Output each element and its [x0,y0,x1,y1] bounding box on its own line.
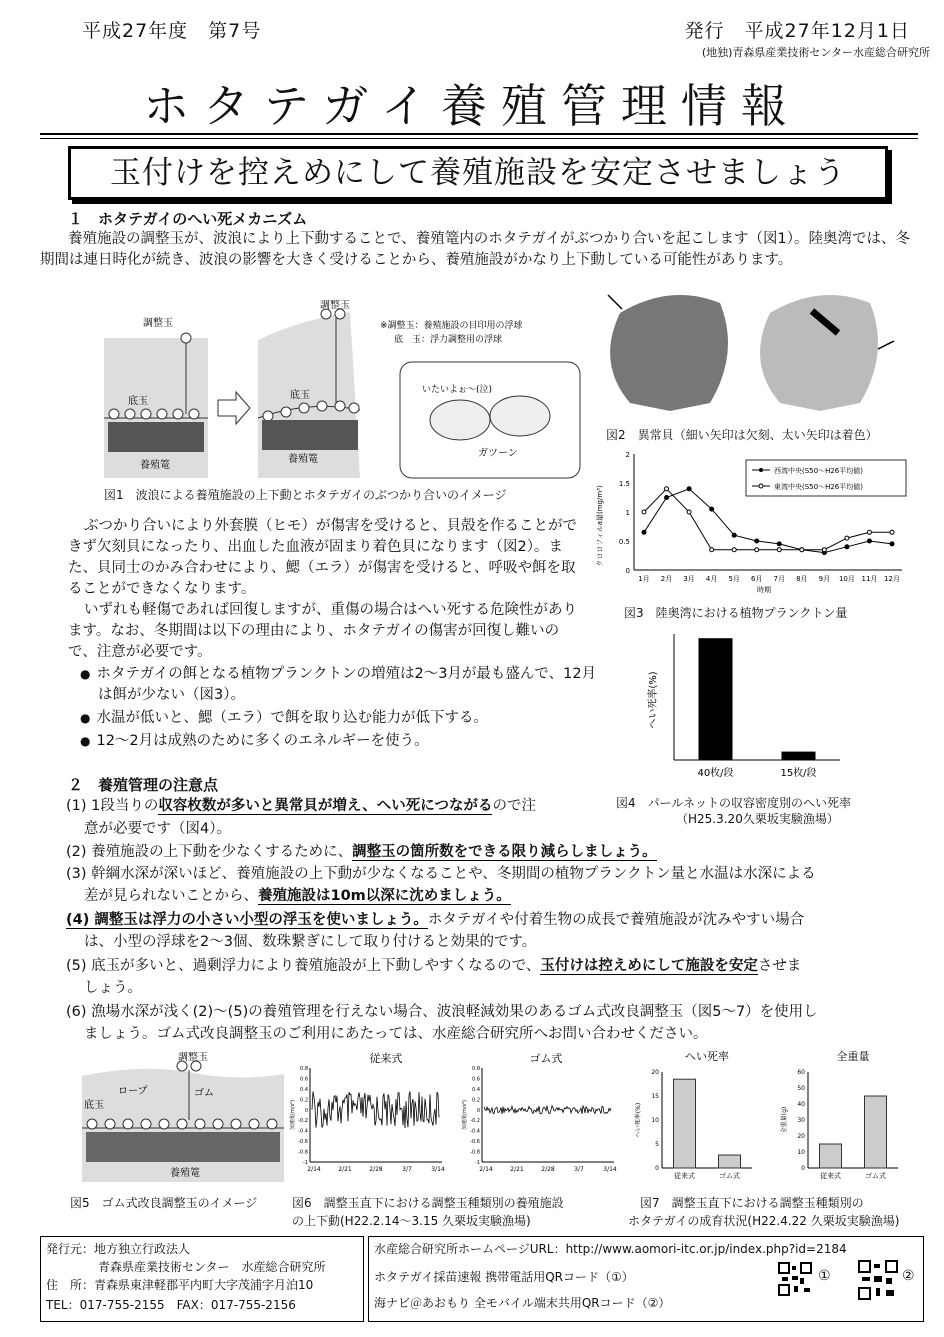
fig3-xtick-label: 4月 [705,575,718,583]
fig3-point-1 [777,542,781,546]
fig3-point-2 [732,548,736,552]
fig6-ytick-label: 0.2 [472,1097,480,1104]
fig3-series-line-1 [644,489,892,553]
fig7-ytick-label: 60 [797,1069,805,1076]
fig6-ytick-label: 0.8 [300,1066,308,1072]
fig3-ytick-label: 0.5 [618,538,630,546]
item-4-cont: は、小型の浮球を2～3個、数珠繋ぎにして取り付けると効果的です。 [84,934,537,950]
bullet-text: 水温が低いと、鰓（エラ）で餌を取り込む能力が低下する。 [96,710,488,726]
fig7-ytick-label: 10 [651,1117,659,1124]
item-1-text-b: ので注 [492,798,536,814]
fig5-caption: 図5 ゴム式改良調整玉のイメージ [70,1196,258,1210]
fig6-chart [286,1052,620,1184]
item-4-text: ホタテガイや付着生物の成長で養殖施設が沈みやすい場合 [427,912,805,928]
fig4-chart [640,630,850,790]
fig3-ytick-label: 1.5 [618,480,630,488]
fig3-ytick-label: 0 [625,567,630,575]
fig3-point-1 [867,539,871,543]
fig5-label-kago: 養殖篭 [170,1168,200,1179]
bullet-dot [80,733,96,749]
fig3-point-1 [755,539,759,543]
qr-code-2-icon[interactable] [858,1260,898,1300]
fig7-bar [865,1096,887,1168]
fig7-category-label: 従来式 [820,1172,841,1180]
fig7-bar [674,1079,696,1168]
fig7-ylabel: へい死率(%) [635,1102,642,1138]
fig3-xtick-label: 5月 [728,575,740,583]
fig3-xtick-label: 1月 [638,575,650,583]
item-5-text-b: させま [757,958,802,974]
fig4-bar [782,752,816,760]
item-4-emphasis: (4) 調整玉は浮力の小さい小型の浮玉を使いましょう。 [66,912,428,928]
fig3-chart [594,446,914,598]
item-5-cont: しょう。 [84,980,142,996]
fig3-xtick-label: 11月 [861,575,878,583]
footer-l1: 発行元：地方独立行政法人 [46,1242,191,1256]
item-3-emphasis: 養殖施設は10m以深に沈めましょう。 [258,888,511,904]
fig7-ytick-label: 5 [655,1141,659,1148]
qr-code-1-icon[interactable] [778,1262,812,1296]
fig6-xtick-label: 2/28 [541,1166,555,1173]
fig6-ytick-label: -1 [303,1160,308,1166]
fig7-ytick-label: 20 [797,1133,805,1140]
fig3-xtick-label: 8月 [796,575,808,583]
fig6-ytick-label: 0.8 [472,1066,480,1072]
fig6-caption1: 図6 調整玉直下における調整玉種類別の養殖施設 [292,1196,564,1210]
subtitle-box: 玉付けを控えめにして養殖施設を安定させましょう [68,146,888,200]
fig3-point-2 [777,548,781,552]
fig5-label-gomu: ゴム [194,1088,214,1099]
fig6-ytick-label: 0 [304,1107,308,1114]
page-title: ホタテガイ養殖管理情報 [143,79,801,133]
fig6-title-left: 従来式 [369,1052,403,1065]
fig6-trace-1 [312,1091,439,1128]
item-2 [66,842,657,863]
fig6-title-right: ゴム式 [529,1052,563,1065]
fig7-chart [622,1050,922,1188]
section1-para3: いずれも軽傷であれば回復しますが、重傷の場合はへい死する危険性があります。なお、冬期間は以下の理由により、ホタテガイの傷害が回復し難いので、注意が必要です。 [68,602,577,660]
fig6-ytick-label: 0 [476,1107,480,1114]
fig3-point-2 [845,536,849,540]
fig7-category-label: 従来式 [674,1172,695,1180]
fig7-category-label: ゴム式 [865,1172,886,1180]
fig6-ylabel: 加速度(m/s²) [462,1099,468,1131]
fig3-point-1 [687,487,691,491]
fig3-legend-2: 東湾中央(S50～H26平均値) [774,483,863,491]
bullet-dot [80,666,96,682]
fig6-ytick-label: -0.2 [298,1118,308,1125]
fig3-ytick-label: 1 [625,509,630,517]
fig3-xtick-label: 12月 [884,575,900,583]
item-5 [66,956,801,977]
fig6-trace-2 [484,1106,611,1114]
fig6-ytick-label: -0.4 [470,1128,480,1135]
fig7-caption1: 図7 調整玉直下における調整玉種類別の [640,1196,864,1210]
fig6-ytick-label: -0.6 [298,1139,308,1146]
fig7-bar [719,1155,741,1168]
fig3-point-2 [642,510,646,514]
fig6-ytick-label: -0.8 [298,1149,308,1156]
item-5-text: (5) 底玉が多いと、過剰浮力により養殖施設が上下動しやすくなるので、 [66,958,541,974]
svg-text:底玉: 底玉 [290,390,310,401]
issue-number: 平成27年度 第7号 [82,20,262,42]
fig4-bar [699,638,733,760]
fig2-caption: 図2 異常貝（細い矢印は欠刻、太い矢印は着色） [606,428,878,442]
fig6-ylabel: 加速度(m/s²) [290,1099,296,1131]
item-1-text: (1) 1段当りの [66,798,159,814]
fig4-category-label: 40枚/段 [697,768,734,779]
fig6-ytick-label: -0.4 [298,1128,308,1135]
item-1-emphasis: 収容枚数が多いと異常貝が増え、へい死につながる [158,798,493,814]
bullet-text: 12～2月は成熟のために多くのエネルギーを使う。 [96,733,429,749]
item-2-emphasis: 調整玉の箇所数をできる限り減らしましょう。 [352,844,657,860]
fig7-ytick-label: 0 [655,1165,659,1172]
fig6-xtick-label: 3/14 [431,1166,445,1173]
fig5-label-chousei: 調整玉 [178,1052,208,1063]
fig3-point-2 [822,548,826,552]
fig6-ytick-label: -0.2 [470,1118,480,1125]
section1-heading: １ ホタテガイのへい死メカニズム [68,210,308,228]
section2-heading: ２ 養殖管理の注意点 [68,776,219,794]
item-3: (3) 幹綱水深が深いほど、養殖施設の上下動が少なくなることや、冬期間の植物プランクトン量と水温は水深による [66,866,816,882]
bullet-dot [80,710,96,726]
fig6-xtick-label: 3/7 [402,1166,412,1173]
footer-qr2-text: 海ナビ＠あおもり 全モバイル端末共用QRコード（②） [374,1296,671,1310]
fig7-ytick-label: 15 [651,1093,659,1100]
item-1 [66,796,606,817]
footer-l4: TEL：017-755-2155 FAX：017-755-2156 [46,1298,296,1312]
fig7-ytick-label: 0 [801,1165,805,1172]
fig1-note2: 底 玉：浮力調整用の浮球 [394,335,503,345]
fig4-caption2: （H25.3.20久栗坂実験漁場） [676,812,839,826]
fig7-caption2: ホタテガイの成育状況(H22.4.22 久栗坂実験漁場) [628,1214,900,1228]
fig6-ytick-label: 0.4 [300,1086,308,1093]
fig7-ytick-label: 10 [797,1149,805,1156]
fig1-caption: 図1 波浪による養殖施設の上下動とホタテガイのぶつかり合いのイメージ [104,488,507,502]
fig7-ytick-label: 20 [651,1069,659,1076]
fig6-xtick-label: 3/7 [574,1166,584,1173]
fig6-ytick-label: -1 [475,1160,480,1166]
bullet-text: ホタテガイの餌となる植物プランクトンの増殖は2～3月が最も盛んで、12月は餌が少ない（図3）。 [96,666,597,703]
publisher: (地独)青森県産業技術センター水産総合研究所 [701,46,930,59]
fig3-xtick-label: 2月 [660,575,673,583]
title-rule-thin [40,138,918,139]
fig5-label-sokodama: 底玉 [84,1100,104,1111]
footer-l2: 青森県産業技術センター 水産総合研究所 [98,1260,326,1274]
issue-date: 発行 平成27年12月1日 [684,20,910,42]
fig1-bubble1: いたいよぉ～(泣) [422,385,493,395]
fig3-point-1 [665,496,669,500]
fig3-point-2 [710,548,714,552]
fig6-ytick-label: -0.6 [470,1139,480,1146]
fig6-ytick-label: 0.6 [472,1076,480,1083]
fig1-label-kago: 養殖篭 [140,460,170,471]
fig7-category-label: ゴム式 [719,1172,740,1180]
fig6-ytick-label: 0.2 [300,1097,308,1104]
fig7-ytick-label: 40 [797,1101,805,1108]
fig3-point-2 [890,530,894,534]
fig6-xtick-label: 2/21 [338,1166,352,1173]
fig1-illustration [100,300,590,480]
fig3-point-1 [845,545,849,549]
fig6-xtick-label: 2/14 [479,1166,493,1173]
fig6-ytick-label: -0.8 [470,1149,480,1156]
fig5-illustration [78,1052,288,1186]
svg-text:調整玉: 調整玉 [320,300,350,311]
fig3-point-1 [890,542,894,546]
fig3-ytick-label: 2 [625,451,630,459]
fig3-xtick-label: 10月 [838,575,855,583]
fig3-legend-1: 西湾中央(S50～H26平均値) [774,467,863,475]
fig6-xtick-label: 2/28 [369,1166,383,1173]
fig2-photos [590,283,920,423]
item-6: (6) 漁場水深が浅く(2)～(5)の養殖管理を行えない場合、波浪軽減効果のあるゴム式改良調整玉（図5～7）を使用し [66,1004,818,1020]
fig7-ytick-label: 50 [797,1085,805,1092]
item-5-emphasis: 玉付けは控えめにして施設を安定 [540,958,758,974]
bullet-3 [80,731,580,752]
fig7-bar [820,1144,842,1168]
bullet-1 [80,664,598,706]
fig5-label-rope: ロープ [118,1086,148,1097]
fig4-ylabel: へい死率(%) [648,671,659,729]
fig3-xtick-label: 3月 [683,575,695,583]
fig3-xtick-label: 7月 [773,575,786,583]
svg-text:養殖篭: 養殖篭 [288,454,318,465]
item-3-text: 差が見られないことから、 [84,888,258,904]
footer-l3: 住 所：青森県東津軽郡平内町大字茂浦字月泊10 [46,1278,314,1292]
item-4 [66,910,804,931]
fig6-xtick-label: 2/14 [307,1166,321,1173]
fig6-caption2: の上下動(H22.2.14～3.15 久栗坂実験漁場) [292,1214,531,1228]
fig3-point-1 [642,530,646,534]
fig1-bubble2: ガツーン [478,448,518,459]
item-6-cont: ましょう。ゴム式改良調整玉のご利用にあたっては、水産総合研究所へお問い合わせください。 [84,1026,708,1042]
fig3-xlabel: 時期 [757,586,771,594]
fig3-point-2 [665,487,669,491]
fig7-chart-title: 全重量 [836,1050,870,1063]
item-2-text: (2) 養殖施設の上下動を少なくするために、 [66,844,353,860]
fig3-point-2 [687,510,691,514]
fig3-point-2 [800,548,804,552]
footer-url[interactable]: 水産総合研究所ホームページURL：http://www.aomori-itc.or.jp/index.php?id=2184 [374,1242,847,1256]
bullet-2 [80,708,580,729]
fig7-ytick-label: 30 [797,1117,805,1124]
fig3-xtick-label: 6月 [750,575,763,583]
fig4-caption1: 図4 パールネットの収容密度別のへい死率 [616,796,852,810]
qr1-label: ① [818,1268,831,1284]
fig6-xtick-label: 3/14 [603,1166,617,1173]
fig3-point-1 [710,507,714,511]
section1-para1: 養殖施設の調整玉が、波浪により上下動することで、養殖篭内のホタテガイがぶつかり合いを起こします（図1）。陸奥湾では、冬期間は連日時化が続き、波浪の影響を大きく受けることから、養殖施設がかなり上下動している可能性があります。 [40,231,910,268]
fig7-ylabel: 全重量(g) [781,1106,788,1134]
fig6-ytick-label: 0.4 [472,1086,480,1093]
footer-qr1-text: ホタテガイ採苗速報 携帯電話用QRコード（①） [374,1270,634,1284]
fig3-ylabel: クロロフィルa量(mg/m³) [596,485,604,567]
fig3-caption: 図3 陸奥湾における植物プランクトン量 [624,606,848,620]
fig3-point-2 [755,548,759,552]
fig3-point-1 [732,533,736,537]
fig6-ytick-label: 0.6 [300,1076,308,1083]
item-3-cont [84,886,511,907]
fig3-point-2 [867,530,871,534]
fig6-xtick-label: 2/21 [510,1166,524,1173]
fig3-series-line-2 [644,489,892,550]
fig7-chart-title: へい死率 [685,1050,729,1063]
title-rule [40,133,918,135]
fig1-note1: ※調整玉：養殖施設の目印用の浮球 [380,321,523,331]
section1-para2: ぶつかり合いにより外套膜（ヒモ）が傷害を受けると、貝殻を作ることができず欠刻貝になったり、出血した血液が固まり着色貝になります（図2）。また、貝同士のかみ合わせにより、鰓（エラ）が傷害を受けると、呼吸や餌を取ることができなくなります。 [68,518,577,597]
item-1-cont: 意が必要です（図4）。 [84,821,231,837]
fig1-label-sokodama: 底玉 [128,396,148,407]
qr2-label: ② [902,1268,915,1284]
fig3-xtick-label: 9月 [818,575,831,583]
fig1-label-chousei: 調整玉 [143,318,173,329]
fig4-category-label: 15枚/段 [780,768,817,779]
